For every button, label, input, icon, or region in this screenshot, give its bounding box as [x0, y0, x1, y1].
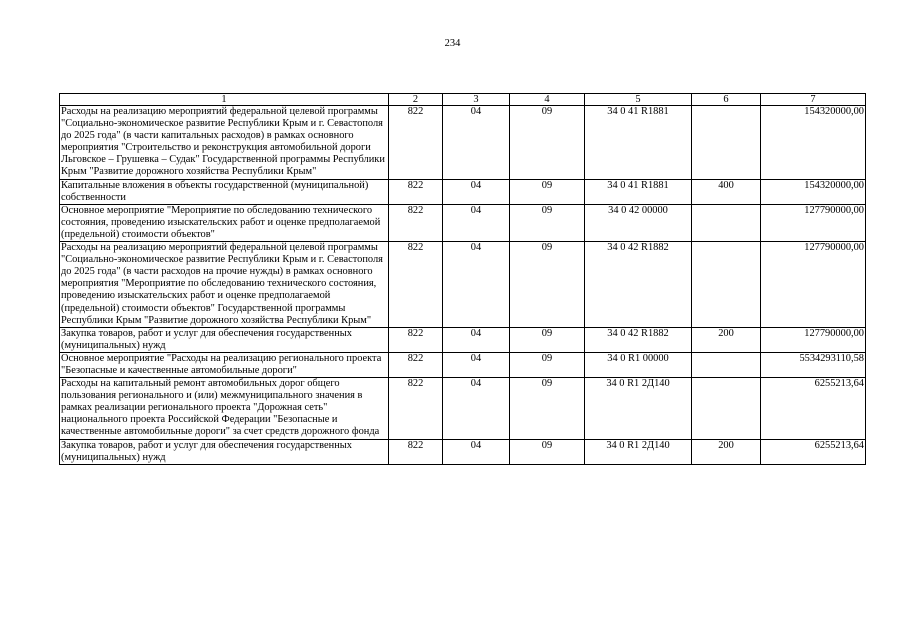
- table-row: [60, 327, 866, 352]
- section-code: 04: [443, 204, 510, 241]
- table-row: [60, 204, 866, 241]
- grbs-code: 822: [389, 204, 443, 241]
- target-article-code: 34 0 R1 2Д140: [585, 378, 692, 439]
- subsection-code: 09: [510, 378, 585, 439]
- amount: 6255213,64: [761, 378, 866, 439]
- subsection-code: 09: [510, 204, 585, 241]
- subsection-code: 09: [510, 179, 585, 204]
- grbs-code: 822: [389, 352, 443, 377]
- grbs-code: 822: [389, 439, 443, 464]
- expense-name: Расходы на реализацию мероприятий федеральной целевой программы "Социально-экономическое развитие Республики Крым и г. Севастополя до 2025 года" (в части расходов на прочие нужды) в рамках основного мероприятия "Мероприятие по обследованию технического состояния, проведению изыскательских работ и оценке предполагаемой (предельной) стоимости объектов" Государственной программы Республики Крым "Развитие дорожного хозяйства Республики Крым": [60, 242, 389, 328]
- amount: 6255213,64: [761, 439, 866, 464]
- subsection-code: 09: [510, 327, 585, 352]
- expense-name: Основное мероприятие "Расходы на реализацию регионального проекта "Безопасные и качественные автомобильные дороги": [60, 352, 389, 377]
- column-header-5: 5: [585, 94, 692, 106]
- section-code: 04: [443, 179, 510, 204]
- expense-name: Закупка товаров, работ и услуг для обеспечения государственных (муниципальных) нужд: [60, 439, 389, 464]
- column-number-header-row: [60, 94, 866, 106]
- amount: 5534293110,58: [761, 352, 866, 377]
- expense-name: Капитальные вложения в объекты государственной (муниципальной) собственности: [60, 179, 389, 204]
- target-article-code: 34 0 41 R1881: [585, 106, 692, 180]
- expense-type-code: [692, 352, 761, 377]
- grbs-code: 822: [389, 327, 443, 352]
- page-number: 234: [444, 38, 461, 49]
- target-article-code: 34 0 42 00000: [585, 204, 692, 241]
- table-row: [60, 179, 866, 204]
- section-code: 04: [443, 242, 510, 328]
- grbs-code: 822: [389, 179, 443, 204]
- table-row: [60, 352, 866, 377]
- amount: 154320000,00: [761, 106, 866, 180]
- subsection-code: 09: [510, 352, 585, 377]
- amount: 127790000,00: [761, 204, 866, 241]
- amount: 127790000,00: [761, 327, 866, 352]
- grbs-code: 822: [389, 242, 443, 328]
- target-article-code: 34 0 R1 2Д140: [585, 439, 692, 464]
- table-row: [60, 378, 866, 439]
- subsection-code: 09: [510, 106, 585, 180]
- target-article-code: 34 0 41 R1881: [585, 179, 692, 204]
- section-code: 04: [443, 352, 510, 377]
- column-header-6: 6: [692, 94, 761, 106]
- expense-type-code: 200: [692, 327, 761, 352]
- grbs-code: 822: [389, 378, 443, 439]
- expense-name: Закупка товаров, работ и услуг для обеспечения государственных (муниципальных) нужд: [60, 327, 389, 352]
- expense-name: Основное мероприятие "Мероприятие по обследованию технического состояния, проведению изыскательских работ и оценке предполагаемой (предельной) стоимости объектов": [60, 204, 389, 241]
- expense-type-code: [692, 204, 761, 241]
- budget-table: [59, 93, 866, 465]
- section-code: 04: [443, 106, 510, 180]
- amount: 127790000,00: [761, 242, 866, 328]
- section-code: 04: [443, 327, 510, 352]
- column-header-1: 1: [60, 94, 389, 106]
- subsection-code: 09: [510, 242, 585, 328]
- table-row: [60, 439, 866, 464]
- expense-type-code: 200: [692, 439, 761, 464]
- column-header-3: 3: [443, 94, 510, 106]
- target-article-code: 34 0 42 R1882: [585, 242, 692, 328]
- grbs-code: 822: [389, 106, 443, 180]
- table-row: [60, 106, 866, 180]
- target-article-code: 34 0 42 R1882: [585, 327, 692, 352]
- expense-type-code: [692, 106, 761, 180]
- expense-type-code: 400: [692, 179, 761, 204]
- expense-name: Расходы на реализацию мероприятий федеральной целевой программы "Социально-экономическое развитие Республики Крым и г. Севастополя до 2025 года" (в части капитальных расходов) в рамках основного мероприятия "Строительство и реконструкция автомобильной дороги Льговское – Грушевка – Судак" Государственной программы Республики Крым "Развитие дорожного хозяйства Республики Крым": [60, 106, 389, 180]
- column-header-7: 7: [761, 94, 866, 106]
- table-row: [60, 242, 866, 328]
- target-article-code: 34 0 R1 00000: [585, 352, 692, 377]
- expense-type-code: [692, 242, 761, 328]
- amount: 154320000,00: [761, 179, 866, 204]
- section-code: 04: [443, 439, 510, 464]
- expense-name: Расходы на капитальный ремонт автомобильных дорог общего пользования регионального и (или) межмуниципального значения в рамках реализации регионального проекта "Дорожная сеть" национального проекта Российской Федерации "Безопасные и качественные автомобильные дороги" за счет средств дорожного фонда: [60, 378, 389, 439]
- expense-type-code: [692, 378, 761, 439]
- section-code: 04: [443, 378, 510, 439]
- column-header-4: 4: [510, 94, 585, 106]
- subsection-code: 09: [510, 439, 585, 464]
- column-header-2: 2: [389, 94, 443, 106]
